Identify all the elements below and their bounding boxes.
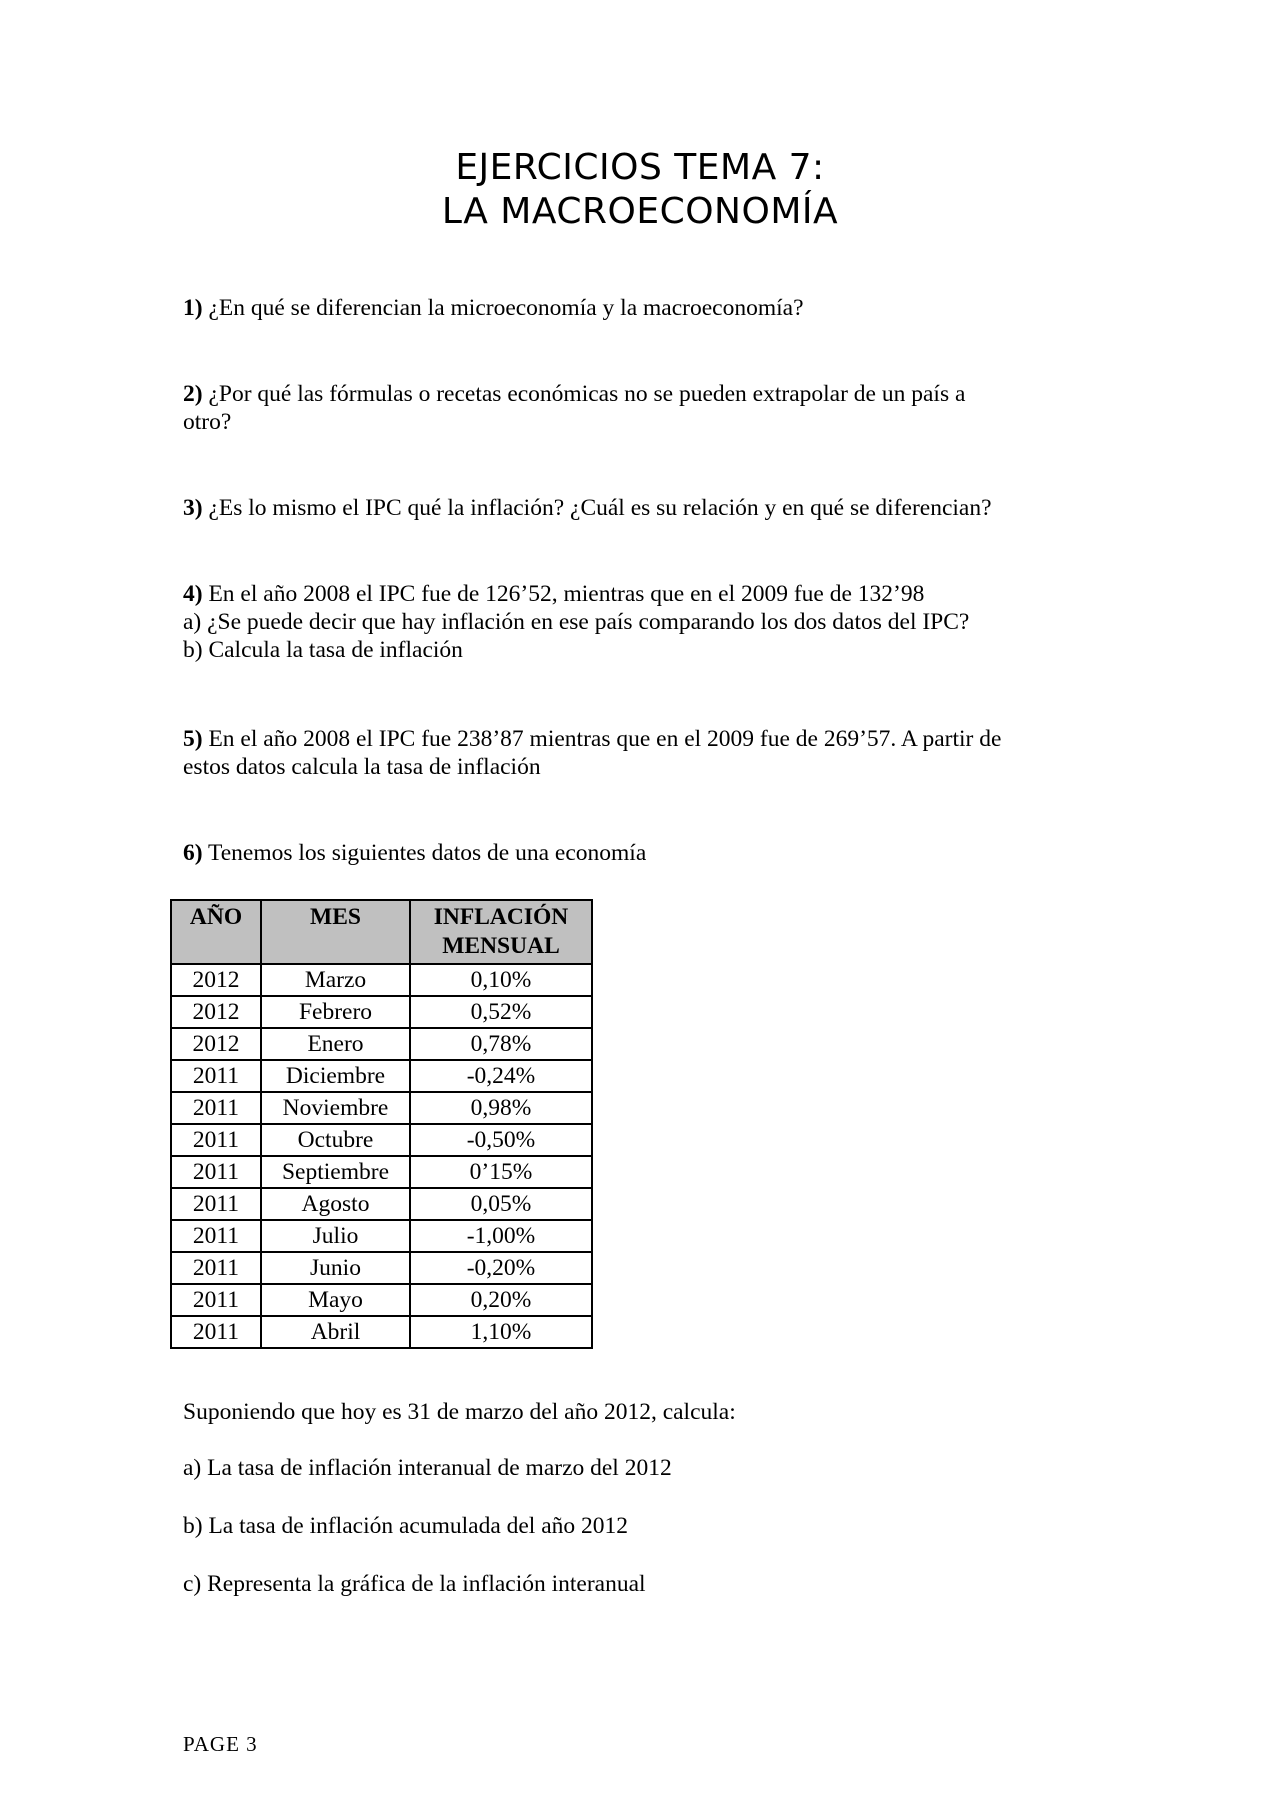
table-row xyxy=(171,1028,592,1060)
question-number: 2) xyxy=(183,381,203,407)
table-row xyxy=(171,1188,592,1220)
cell-month: Diciembre xyxy=(261,1060,410,1092)
question-number: 3) xyxy=(183,495,203,521)
cell-inflation: -0,50% xyxy=(410,1124,592,1156)
cell-year: 2011 xyxy=(171,1092,261,1124)
header-year: AÑO xyxy=(171,900,261,964)
cell-inflation: -0,24% xyxy=(410,1060,592,1092)
question-text: Tenemos los siguientes datos de una economía xyxy=(208,840,647,866)
table-row xyxy=(171,1124,592,1156)
question-4b: b) Calcula la tasa de inflación xyxy=(183,637,463,663)
cell-month: Septiembre xyxy=(261,1156,410,1188)
cell-month: Octubre xyxy=(261,1124,410,1156)
page-number: PAGE 3 xyxy=(183,1732,258,1756)
question-2 xyxy=(183,380,1113,436)
cell-inflation: 0,98% xyxy=(410,1092,592,1124)
cell-month: Agosto xyxy=(261,1188,410,1220)
followup-item-a: a) La tasa de inflación interanual de marzo del 2012 xyxy=(183,1455,672,1481)
cell-month: Julio xyxy=(261,1220,410,1252)
cell-year: 2011 xyxy=(171,1252,261,1284)
cell-inflation: 0’15% xyxy=(410,1156,592,1188)
table-row xyxy=(171,1220,592,1252)
table-row xyxy=(171,1284,592,1316)
table-row xyxy=(171,1060,592,1092)
cell-inflation: 1,10% xyxy=(410,1316,592,1348)
question-5 xyxy=(183,725,1113,781)
cell-month: Abril xyxy=(261,1316,410,1348)
question-6 xyxy=(183,839,1113,867)
question-text: En el año 2008 el IPC fue 238’87 mientras que en el 2009 fue de 269’57. A partir de xyxy=(208,726,1002,752)
cell-year: 2011 xyxy=(171,1124,261,1156)
question-text: estos datos calcula la tasa de inflación xyxy=(183,754,541,780)
header-monthly-inflation: INFLACIÓN MENSUAL xyxy=(410,900,592,964)
table-row xyxy=(171,1316,592,1348)
cell-month: Febrero xyxy=(261,996,410,1028)
cell-month: Mayo xyxy=(261,1284,410,1316)
cell-year: 2011 xyxy=(171,1284,261,1316)
cell-year: 2011 xyxy=(171,1156,261,1188)
question-number: 5) xyxy=(183,726,203,752)
cell-inflation: 0,78% xyxy=(410,1028,592,1060)
cell-inflation: -0,20% xyxy=(410,1252,592,1284)
cell-year: 2012 xyxy=(171,996,261,1028)
table-row xyxy=(171,1092,592,1124)
followup-item-b: b) La tasa de inflación acumulada del año 2012 xyxy=(183,1513,629,1539)
followup-item-c: c) Representa la gráfica de la inflación interanual xyxy=(183,1571,646,1597)
table-row xyxy=(171,1252,592,1284)
table-row xyxy=(171,964,592,996)
question-4a: a) ¿Se puede decir que hay inflación en ese país comparando los dos datos del IPC? xyxy=(183,609,970,635)
table-row xyxy=(171,996,592,1028)
question-text: ¿Es lo mismo el IPC qué la inflación? ¿Cuál es su relación y en qué se diferencian? xyxy=(208,495,992,521)
title-line-2: LA MACROECONOMÍA xyxy=(441,191,839,232)
cell-year: 2011 xyxy=(171,1316,261,1348)
cell-month: Junio xyxy=(261,1252,410,1284)
cell-year: 2012 xyxy=(171,1028,261,1060)
cell-month: Enero xyxy=(261,1028,410,1060)
question-text: ¿En qué se diferencian la microeconomía y la macroeconomía? xyxy=(208,295,804,321)
table-header-row xyxy=(171,900,592,964)
inflation-table xyxy=(170,899,593,1349)
cell-month: Noviembre xyxy=(261,1092,410,1124)
question-text: En el año 2008 el IPC fue de 126’52, mientras que en el 2009 fue de 132’98 xyxy=(208,581,925,607)
question-number: 6) xyxy=(183,840,203,866)
question-number: 1) xyxy=(183,295,203,321)
table-row xyxy=(171,1156,592,1188)
question-text: ¿Por qué las fórmulas o recetas económicas no se pueden extrapolar de un país a xyxy=(208,381,966,407)
cell-year: 2011 xyxy=(171,1188,261,1220)
cell-year: 2011 xyxy=(171,1060,261,1092)
cell-year: 2012 xyxy=(171,964,261,996)
cell-month: Marzo xyxy=(261,964,410,996)
question-1 xyxy=(183,294,1113,322)
question-4 xyxy=(183,580,1113,664)
cell-inflation: 0,20% xyxy=(410,1284,592,1316)
question-number: 4) xyxy=(183,581,203,607)
table-followup-intro: Suponiendo que hoy es 31 de marzo del año 2012, calcula: xyxy=(183,1399,736,1425)
cell-inflation: 0,05% xyxy=(410,1188,592,1220)
cell-inflation: 0,52% xyxy=(410,996,592,1028)
header-month: MES xyxy=(261,900,410,964)
question-text: otro? xyxy=(183,409,232,435)
cell-inflation: -1,00% xyxy=(410,1220,592,1252)
title-line-1: EJERCICIOS TEMA 7: xyxy=(455,147,825,188)
cell-year: 2011 xyxy=(171,1220,261,1252)
question-3 xyxy=(183,494,1113,522)
cell-inflation: 0,10% xyxy=(410,964,592,996)
